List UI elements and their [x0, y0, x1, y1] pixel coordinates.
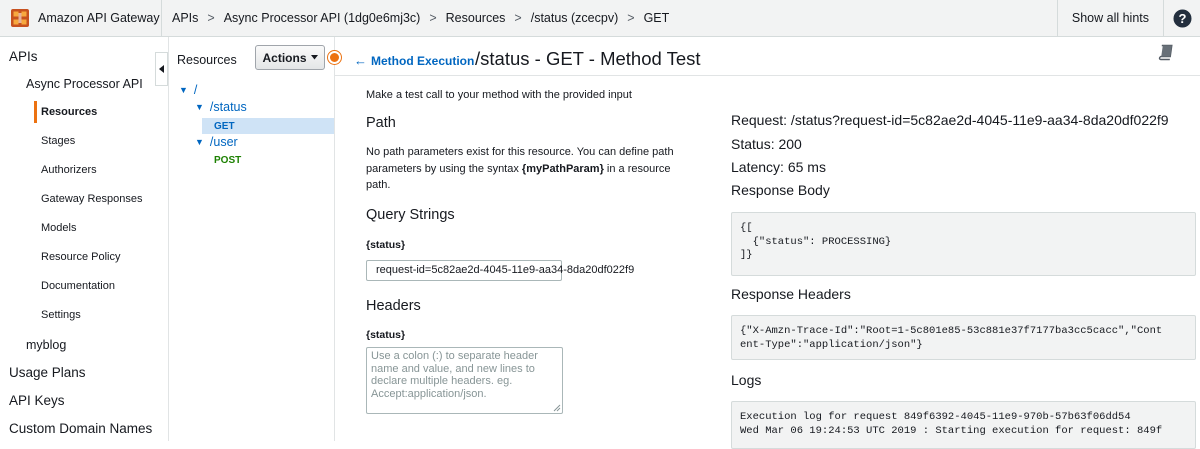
method-test-main: [335, 37, 1200, 441]
top-bar: [0, 0, 1200, 37]
tree-node-label: /user: [209, 135, 238, 149]
nav-item-models[interactable]: Models: [41, 222, 77, 234]
tree-node-status[interactable]: [195, 100, 247, 114]
intro-text: Make a test call to your method with the provided input: [366, 89, 632, 101]
service-name: Amazon API Gateway: [38, 11, 160, 25]
breadcrumb-api[interactable]: Async Processor API (1dg0e6mj3c): [223, 11, 421, 25]
breadcrumb-resources[interactable]: Resources: [445, 11, 506, 25]
resize-grip-icon[interactable]: [553, 404, 561, 412]
nav-api-keys[interactable]: API Keys: [9, 393, 65, 408]
status-line: Status: 200: [731, 136, 802, 152]
tree-method-get[interactable]: GET: [202, 118, 334, 134]
breadcrumb-separator: >: [429, 11, 437, 25]
nav-usage-plans[interactable]: Usage Plans: [9, 365, 86, 380]
nav-api-myblog[interactable]: myblog: [26, 338, 67, 352]
book-icon[interactable]: [1158, 44, 1174, 60]
actions-label: Actions: [262, 50, 307, 65]
query-param-label: {status}: [366, 239, 406, 251]
method-execution-link[interactable]: [354, 53, 474, 68]
nav-item-resource-policy[interactable]: Resource Policy: [41, 251, 121, 263]
nav-item-stages[interactable]: Stages: [41, 135, 76, 147]
headers-textarea[interactable]: [366, 347, 563, 414]
headers-param-label: {status}: [366, 329, 406, 341]
caret-down-icon: ▼: [195, 137, 204, 147]
nav-item-authorizers[interactable]: Authorizers: [41, 164, 97, 176]
nav-api-name[interactable]: Async Processor API: [26, 77, 143, 91]
question-circle-icon: [1173, 9, 1192, 28]
nav-apis[interactable]: APIs: [9, 49, 38, 64]
breadcrumb-separator: >: [514, 11, 522, 25]
aws-service-logo-icon: [10, 8, 30, 28]
nav-item-settings[interactable]: Settings: [41, 309, 81, 321]
path-text: No path parameters exist for this resource. You can define path parameters by using the syntax: [366, 146, 674, 175]
path-text: in a resource path.: [366, 162, 671, 191]
query-strings-heading: Query Strings: [366, 207, 455, 223]
breadcrumb-resource[interactable]: /status (zcecpv): [530, 11, 619, 25]
caret-left-icon: [159, 65, 165, 73]
response-headers-heading: Response Headers: [731, 286, 851, 302]
tree-node-user[interactable]: [195, 135, 238, 149]
response-headers: {"X-Amzn-Trace-Id":"Root=1-5c801e85-53c881e37f7177ba3cc5cacc","Cont ent-Type":"application/json"}: [731, 315, 1196, 360]
arrow-left-icon: ←: [354, 53, 367, 68]
title-divider: [335, 75, 1200, 76]
latency-line: Latency: 65 ms: [731, 159, 826, 175]
nav-custom-domain-names[interactable]: Custom Domain Names: [9, 421, 153, 436]
breadcrumb-separator: >: [627, 11, 635, 25]
breadcrumb-method: GET: [643, 11, 670, 25]
nav-item-gateway-responses[interactable]: Gateway Responses: [41, 193, 143, 205]
headers-placeholder: Use a colon (:) to separate header name and value, and new lines to declare multiple headers. eg. Accept:application/json.: [371, 350, 538, 400]
breadcrumb-separator: >: [207, 11, 215, 25]
nav-item-documentation[interactable]: Documentation: [41, 280, 115, 292]
service-brand[interactable]: [0, 0, 162, 37]
path-syntax: {myPathParam}: [521, 162, 604, 175]
headers-heading: Headers: [366, 298, 421, 314]
caret-down-icon: ▼: [195, 102, 204, 112]
tree-node-root[interactable]: [179, 83, 197, 97]
resources-panel: [169, 37, 334, 441]
left-navigation: [0, 37, 155, 441]
tree-method-post[interactable]: POST: [214, 154, 242, 166]
tree-node-label: /: [193, 83, 198, 97]
nav-item-resources[interactable]: Resources: [41, 106, 98, 118]
resources-title: Resources: [177, 53, 237, 67]
svg-text:?: ?: [1178, 10, 1186, 26]
help-button[interactable]: [1163, 0, 1200, 37]
breadcrumb-apis[interactable]: APIs: [172, 11, 199, 25]
logs-heading: Logs: [731, 372, 762, 388]
path-heading: Path: [366, 115, 396, 131]
actions-button[interactable]: [255, 45, 325, 70]
page-title: /status - GET - Method Test: [475, 48, 701, 69]
response-body-heading: Response Body: [731, 182, 830, 198]
show-all-hints-button[interactable]: Show all hints: [1057, 0, 1163, 37]
collapse-nav-button[interactable]: [155, 52, 168, 86]
query-string-input[interactable]: request-id=5c82ae2d-4045-11e9-aa34-8da20df022f9: [366, 260, 562, 281]
method-execution-label: Method Execution: [371, 53, 475, 68]
caret-down-icon: [311, 55, 318, 60]
request-line: Request: /status?request-id=5c82ae2d-4045-11e9-aa34-8da20df022f9: [731, 112, 1169, 128]
logs-output: Execution log for request 849f6392-4045-11e9-970b-57b63f06dd54 Wed Mar 06 19:24:53 UTC 2019 : Starting execution for request: 849f: [731, 401, 1196, 449]
caret-down-icon: ▼: [179, 85, 188, 95]
tree-node-label: /status: [209, 100, 247, 114]
breadcrumb: [162, 11, 1057, 25]
active-indicator: [34, 101, 37, 123]
response-body: {[ {"status": PROCESSING} ]}: [731, 212, 1196, 276]
path-description: [366, 144, 676, 194]
